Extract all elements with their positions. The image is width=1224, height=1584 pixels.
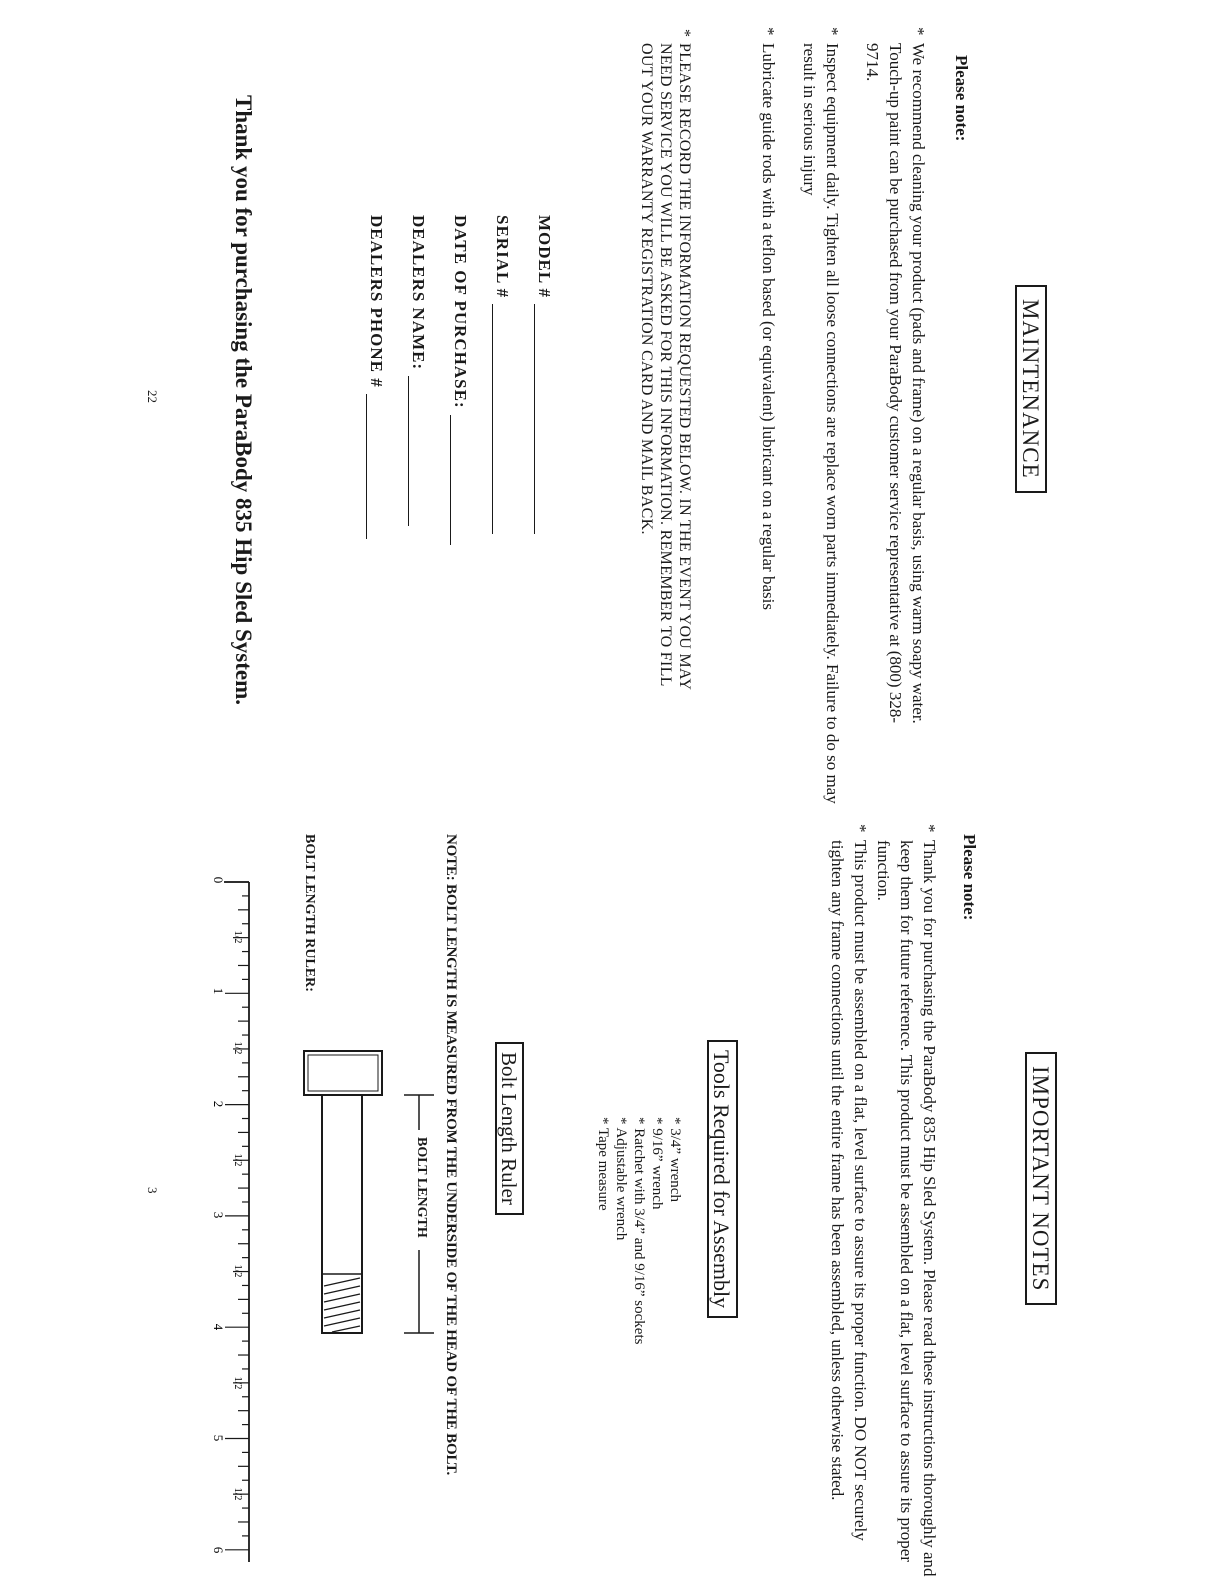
ruler-number-6: 6 bbox=[211, 1546, 226, 1554]
list-item: * 3/4” wrench bbox=[666, 1117, 684, 1344]
thank-you-message: Thank you for purchasing the ParaBody 835 Hip Sled System. bbox=[231, 95, 256, 706]
bolt-length-ruler-title: Bolt Length Ruler bbox=[495, 1042, 524, 1215]
tools-list bbox=[594, 1117, 684, 1344]
ruler-number-4: 4 bbox=[211, 1323, 226, 1331]
maintenance-title: MAINTENANCE bbox=[1015, 285, 1047, 493]
ruler-half-label: 1/2 bbox=[232, 1376, 243, 1390]
list-item: * 9/16” wrench bbox=[648, 1117, 666, 1344]
maintenance-bullet-lubricate: * Lubricate guide rods with a teflon based (or equivalent) lubricant on a regular basis bbox=[759, 27, 778, 610]
ruler-ticks bbox=[225, 882, 249, 1550]
list-item: * Ratchet with 3/4” and 9/16” sockets bbox=[630, 1117, 648, 1344]
bolt-shank bbox=[322, 1095, 362, 1333]
bolt-length-label: BOLT LENGTH bbox=[414, 1137, 429, 1238]
dealers-name-field[interactable]: DEALERS NAME: bbox=[408, 215, 428, 526]
ruler-half-label: 1/2 bbox=[232, 1153, 243, 1167]
bolt-head bbox=[304, 1051, 382, 1095]
ruler-number-2: 2 bbox=[211, 1100, 226, 1108]
ruler-half-label: 1/2 bbox=[232, 1487, 243, 1501]
important-please-note: Please note: bbox=[960, 834, 979, 921]
important-notes-title: IMPORTANT NOTES bbox=[1025, 1052, 1057, 1305]
dealers-phone-field[interactable]: DEALERS PHONE # bbox=[366, 215, 386, 539]
page-number-3: 3 bbox=[145, 1187, 160, 1194]
ruler-number-1: 1 bbox=[211, 987, 226, 995]
important-bullet-assembly: * This product must be assembled on a flat, level surface to assure its proper function. DO NOT securely tighten any frame connections until the entire frame has been assembled, unless otherwise stated. bbox=[828, 824, 870, 1541]
bolt-length-ruler-label: BOLT LENGTH RULER: bbox=[302, 834, 317, 992]
important-bullet-thanks: * Thank you for purchasing the ParaBody 835 Hip Sled System. Please read these instructions thoroughly and keep them for future reference. This product must be assembled on a flat, level surface to assure its proper function. bbox=[874, 824, 939, 1577]
bolt-head-inner bbox=[308, 1055, 378, 1091]
ruler-number-3: 3 bbox=[211, 1211, 226, 1219]
ruler-number-0: 0 bbox=[211, 876, 226, 884]
ruler-half-label: 1/2 bbox=[232, 1041, 243, 1055]
maintenance-please-note: Please note: bbox=[952, 55, 971, 142]
page-number-22: 22 bbox=[145, 390, 160, 403]
model-field[interactable]: MODEL # bbox=[534, 215, 554, 534]
bolt-length-note: NOTE: BOLT LENGTH IS MEASURED FROM THE UNDERSIDE OF THE HEAD OF THE BOLT. bbox=[443, 834, 459, 1476]
list-item: * Adjustable wrench bbox=[612, 1117, 630, 1344]
serial-field[interactable]: SERIAL # bbox=[492, 215, 512, 534]
record-information-notice: * PLEASE RECORD THE INFORMATION REQUESTED BELOW. IN THE EVENT YOU MAY NEED SERVICE YOU WILL BE ASKED FOR THIS INFORMATION. REMEMBER TO FILL OUT YOUR WARRANTY REGISTRATION CARD AND MAIL BACK. bbox=[638, 29, 693, 690]
maintenance-bullet-cleaning: * We recommend cleaning your product (pads and frame) on a regular basis, using warm soapy water. Touch-up paint can be purchased from your ParaBody customer service representative at (800) 328-9714. bbox=[863, 27, 928, 724]
maintenance-bullet-inspect: * Inspect equipment daily. Tighten all loose connections are replace worn parts immediately. Failure to do so may result in serious injury bbox=[800, 27, 842, 804]
ruler-half-label: 1/2 bbox=[232, 1264, 243, 1278]
tools-required-title: Tools Required for Assembly bbox=[707, 1040, 738, 1318]
important-notes-page bbox=[0, 792, 1224, 1584]
ruler-half-label: 1/2 bbox=[232, 930, 243, 944]
bolt-threads bbox=[324, 1278, 360, 1332]
date-of-purchase-field[interactable]: DATE OF PURCHASE: bbox=[450, 215, 470, 545]
ruler-number-5: 5 bbox=[211, 1434, 226, 1442]
bolt-length-ruler bbox=[189, 876, 259, 1562]
list-item: * Tape measure bbox=[594, 1117, 612, 1344]
